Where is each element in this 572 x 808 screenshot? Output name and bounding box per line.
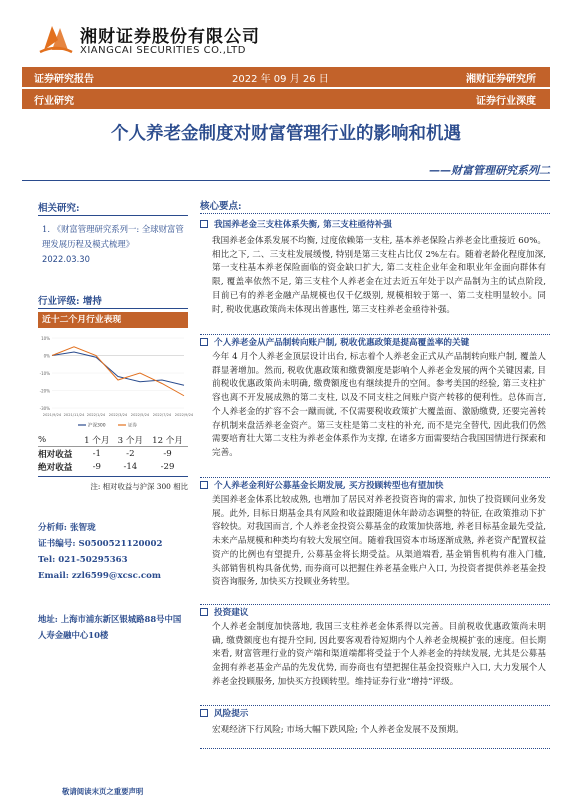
header-bar-top — [22, 67, 550, 87]
section-heading — [200, 707, 550, 719]
section-heading-text: 我国养老金三支柱体系失衡, 第三支柱亟待补强 — [214, 220, 392, 230]
related-item[interactable] — [42, 222, 190, 267]
analyst-cert: 证书编号: S0500521120002 — [38, 539, 163, 549]
y-tick-label: 10% — [41, 336, 50, 341]
returns-cell: -9 — [92, 461, 101, 472]
industry-rating: 行业评级: 增持 — [38, 296, 102, 307]
series-line — [52, 347, 184, 396]
returns-header-cell: % — [38, 434, 47, 445]
legend-label: 沪深300 — [88, 423, 106, 429]
section-heading — [200, 606, 550, 618]
x-tick-label: 2021/11/24 — [63, 413, 85, 417]
section-divider — [200, 748, 550, 749]
report-category: 行业研究 — [34, 95, 74, 107]
section-heading — [200, 336, 550, 348]
analyst-email[interactable]: Email: zzl6599@xcsc.com — [38, 571, 161, 581]
y-tick-label: -10% — [39, 371, 50, 376]
title-divider — [22, 180, 550, 181]
rating-divider — [38, 308, 188, 309]
performance-title: 近十二个月行业表现 — [42, 315, 122, 325]
square-bullet-icon — [200, 608, 208, 616]
section-body: 今年 4 月个人养老金顶层设计出台, 标志着个人养老金正式从产品制转向账户制, 覆盖人群显著增加。然而, 税收优惠政策和缴费额度是影响个人养老金发展的两个关键因素, 目前税收优惠政策尚未明确, 缴费额度也有继续提升的空间。参考美国的经验, 第三支柱扩容也离不开发展成熟的第二支柱, 以及不同支柱之间账户资产转移的便利性。总体而言, 个人养老金的扩容不会一蹴而就, 不仅需要税收政策扩大覆盖面、激励缴费, 还要完善转存机制来盘活养老金资产。第三支柱是第二支柱的补充, 而不是完全替代, 因此我们仍然需要培育壮大第二支柱为养老金体系作为支撑, 在诸多方面需要结合我国国情进行探索和完善。 — [212, 352, 546, 458]
returns-cell: -29 — [160, 461, 175, 472]
institute-name: 湘财证券研究所 — [466, 73, 536, 85]
x-tick-label: 2022/9/24 — [174, 413, 194, 417]
y-tick-label: -20% — [39, 388, 50, 394]
section-heading-text: 风险提示 — [214, 709, 249, 719]
square-bullet-icon — [200, 481, 208, 489]
header-bar-bottom — [22, 89, 550, 109]
square-bullet-icon — [200, 338, 208, 346]
related-divider — [38, 215, 188, 216]
returns-note: 注: 相对收益与沪深 300 相比 — [90, 482, 188, 491]
performance-chart — [38, 330, 194, 430]
performance-title-bar — [38, 312, 188, 328]
company-name-en: XIANGCAI SECURITIES CO.,LTD — [80, 45, 246, 56]
section-heading-text: 个人养老金利好公募基金长期发展, 买方投顾转型也有望加快 — [214, 481, 444, 491]
returns-header-cell: 12 个月 — [152, 435, 183, 446]
returns-cell: -1 — [92, 448, 101, 459]
page-title: 个人养老金制度对财富管理行业的影响和机遇 — [111, 124, 461, 144]
x-tick-label: 2022/1/24 — [86, 413, 106, 417]
table-row — [38, 447, 188, 461]
section-body: 我国养老金体系发展不均衡, 过度依赖第一支柱, 基本养老保险占养老金比重接近 60%。相比之下, 二、三支柱发展缓慢, 特别是第三支柱占比仅 2%左右。随着老龄化程度加深, 第一支柱基本养老保险面临的资金缺口扩大, 第二支柱企业年金和职业年金面向群体有限, 覆盖率依然不足, 第三支柱个人养老金在过去近五年处于以产品制为主的试点阶段, 目前已有的养老金融产品规模也仅千亿级别, 规模相较于第一、第二支柱明显较小。同时, 税收优惠政策尚未体现出普惠性, 第三支柱养老金亟待补强。 — [212, 236, 546, 315]
square-bullet-icon — [200, 220, 208, 228]
returns-row-label: 绝对收益 — [38, 462, 73, 473]
returns-header-cell: 3 个月 — [117, 435, 144, 446]
report-date: 2022 年 09 月 26 日 — [232, 73, 329, 85]
section-heading — [200, 218, 550, 230]
section-heading-text: 个人养老金从产品制转向账户制, 税收优惠政策是提高覆盖率的关键 — [214, 338, 470, 348]
section-body: 宏观经济下行风险; 市场大幅下跌风险; 个人养老金发展不及预期。 — [212, 725, 464, 735]
footer-disclaimer[interactable]: 敬请阅读末页之重要声明 — [62, 787, 144, 796]
logo-mark-icon — [38, 20, 74, 56]
y-tick-label: 0% — [43, 353, 50, 359]
section-divider — [200, 334, 550, 335]
analyst-name: 分析师: 张智珑 — [38, 523, 96, 533]
y-tick-label: -30% — [39, 406, 50, 411]
returns-header-row — [38, 433, 188, 447]
company-name-cn: 湘财证券股份有限公司 — [80, 27, 260, 47]
returns-cell: -9 — [163, 448, 172, 459]
section-body: 个人养老金制度加快落地, 我国三支柱养老金体系得以完善。目前税收优惠政策尚未明确, 缴费额度也有提升空间, 因此要客观看待短期内个人养老金规模扩张的速度。但长期来看, 财富管理行业的资产端和渠道端都将受益于个人养老金的持续发展, 尤其是公募基金拥有养老基金产品的先发优势, 而券商也有望把握住基金投资账户入口, 大力发展个人养老金投顾服务, 加快买方投顾转型。维持证券行业“增持”评级。 — [212, 622, 546, 687]
analyst-info — [38, 520, 162, 584]
square-bullet-icon — [200, 709, 208, 717]
section-divider — [200, 705, 550, 706]
section-divider — [200, 604, 550, 605]
page-subtitle: ——财富管理研究系列二 — [429, 164, 550, 177]
related-item-text[interactable]: 1. 《财富管理研究系列一: 全球财富管理发展历程及模式梳理》 — [42, 224, 184, 249]
key-points-title: 核心要点: — [200, 201, 242, 212]
x-tick-label: 2022/7/24 — [152, 413, 172, 417]
table-row — [38, 460, 188, 473]
x-tick-label: 2022/3/24 — [108, 413, 128, 417]
section-divider — [200, 477, 550, 478]
legend-label: 证券 — [128, 423, 137, 429]
returns-cell: -2 — [126, 448, 135, 459]
key-points-divider — [200, 213, 550, 214]
report-depth: 证券行业深度 — [476, 95, 536, 107]
returns-header-cell: 1 个月 — [84, 435, 110, 446]
section-heading — [200, 479, 550, 491]
returns-table — [38, 433, 188, 492]
related-research-title: 相关研究: — [38, 203, 80, 214]
analyst-tel: Tel: 021-50295363 — [38, 555, 128, 565]
returns-row-label: 相对收益 — [38, 449, 73, 460]
section-body: 美国养老金体系比较成熟, 也增加了居民对养老投资咨询的需求, 加快了投资顾问业务发展。此外, 目标日期基金具有风险和收益跟随退休年龄动态调整的特征, 在政策推动下扩容较快。对我国而言, 个人养老金投资公募基金的政策加快落地, 养老目标基金最先受益, 未来产品规模和种类均有较大发展空间。随着我国资本市场逐渐成熟, 养老资产配置权益资产的比例也有望提升, 公募基金将长期受益。从渠道端看, 基金销售机构有准入门槛, 头部销售机构具备优势, 而券商可以把握住养老基金账户入口, 为投资者提供养老基金投资咨询服务, 加快买方投顾业务转型。 — [212, 495, 546, 588]
x-tick-label: 2021/9/24 — [42, 413, 62, 417]
company-logo — [38, 20, 74, 56]
x-tick-label: 2022/5/24 — [130, 413, 150, 417]
returns-cell: -14 — [123, 461, 138, 472]
section-heading-text: 投资建议 — [214, 608, 249, 618]
address: 地址: 上海市浦东新区银城路88号中国人寿金融中心10楼 — [38, 614, 182, 640]
related-item-date: 2022.03.30 — [42, 254, 90, 264]
report-type: 证券研究报告 — [34, 73, 94, 85]
